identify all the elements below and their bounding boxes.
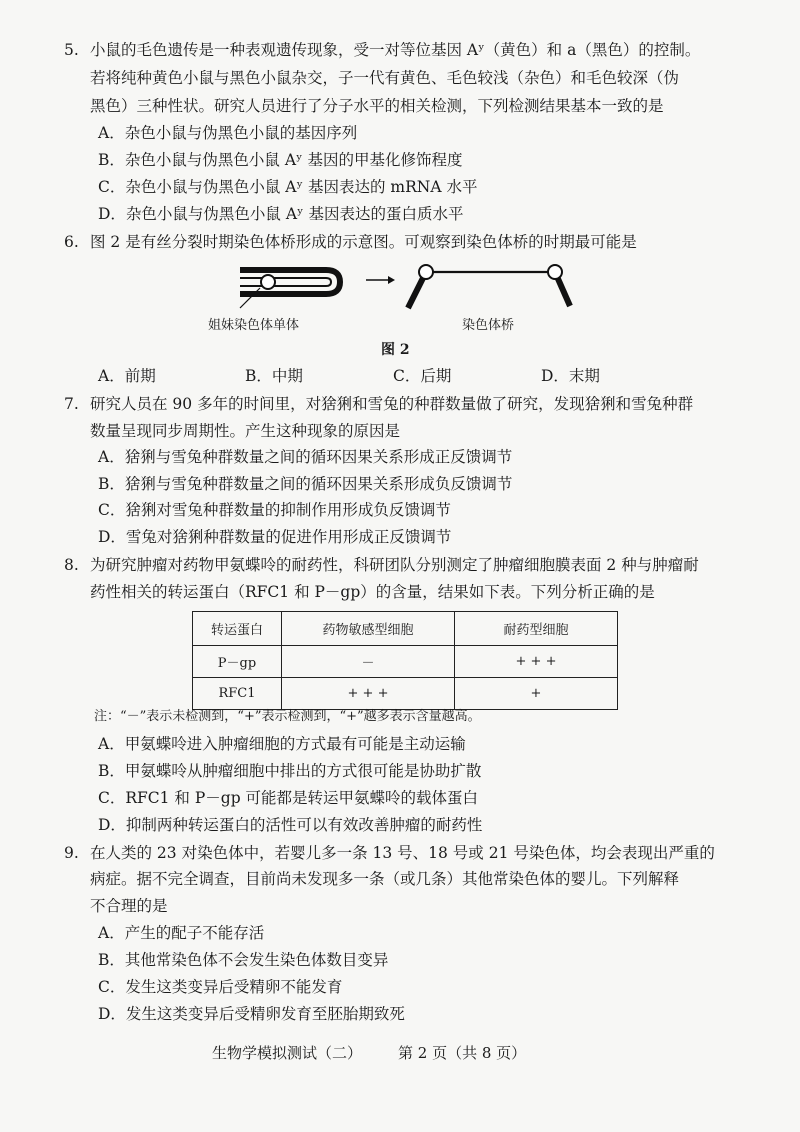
table-header-cell: 转运蛋白 (193, 612, 282, 646)
q6-option-c: C．后期 (393, 367, 452, 385)
q5-option-a: A．杂色小鼠与伪黑色小鼠的基因序列 (98, 124, 358, 142)
figure-label-sister-chromatids: 姐妹染色体单体 (208, 318, 300, 333)
q5-stem-line-2: 若将纯种黄色小鼠与黑色小鼠杂交，子一代有黄色、毛色较浅（杂色）和毛色较深（伪 (90, 69, 680, 87)
transport-protein-table (192, 611, 618, 710)
q7-stem-line-1: 研究人员在 90 多年的时间里，对猞猁和雪兔的种群数量做了研究，发现猞猁和雪兔种群 (90, 395, 694, 413)
table-cell: + + + (455, 646, 618, 678)
q7-option-b: B．猞猁与雪兔种群数量之间的循环因果关系形成负反馈调节 (98, 475, 513, 493)
q7-stem-line-2: 数量呈现同步周期性。产生这种现象的原因是 (90, 422, 401, 440)
q5-stem-line-1: 小鼠的毛色遗传是一种表观遗传现象，受一对等位基因 Aʸ（黄色）和 a（黑色）的控制。 (90, 41, 701, 59)
q8-number: 8. (64, 556, 79, 574)
q5-stem-line-3: 黑色）三种性状。研究人员进行了分子水平的相关检测，下列检测结果基本一致的是 (90, 97, 664, 115)
table-cell: － (282, 646, 455, 678)
chromosome-bridge-figure (180, 258, 600, 318)
table-cell: P－gp (193, 646, 282, 678)
table-cell: + + + (282, 678, 455, 710)
q8-option-a: A．甲氨蝶呤进入肿瘤细胞的方式最有可能是主动运输 (98, 735, 466, 753)
q9-option-c: C．发生这类变异后受精卵不能发育 (98, 978, 343, 996)
table-row (193, 678, 618, 710)
right-arrow-icon (366, 276, 395, 284)
footer-subject: 生物学模拟测试（二） (212, 1044, 363, 1062)
q8-stem-line-2: 药性相关的转运蛋白（RFC1 和 P－gp）的含量，结果如下表。下列分析正确的是 (90, 583, 655, 601)
footer-page-number: 第 2 页（共 8 页） (398, 1044, 527, 1062)
table-header-row (193, 612, 618, 646)
q9-option-b: B．其他常染色体不会发生染色体数目变异 (98, 951, 389, 969)
q9-stem-line-1: 在人类的 23 对染色体中，若婴儿多一条 13 号、18 号或 21 号染色体，均会表现出严重的 (90, 844, 715, 862)
table-cell: RFC1 (193, 678, 282, 710)
q5-number: 5. (64, 41, 79, 59)
q8-option-b: B．甲氨蝶呤从肿瘤细胞中排出的方式很可能是协助扩散 (98, 762, 482, 780)
q9-stem-line-3: 不合理的是 (90, 897, 168, 915)
q6-option-b: B．中期 (245, 367, 303, 385)
q8-option-c: C．RFC1 和 P－gp 可能都是转运甲氨蝶呤的载体蛋白 (98, 789, 479, 807)
q6-option-a: A．前期 (98, 367, 156, 385)
figure-caption: 图 2 (381, 342, 410, 358)
q5-option-b: B．杂色小鼠与伪黑色小鼠 Aʸ 基因的甲基化修饰程度 (98, 151, 463, 169)
q6-option-d: D．末期 (541, 367, 600, 385)
q5-option-c: C．杂色小鼠与伪黑色小鼠 Aʸ 基因表达的 mRNA 水平 (98, 178, 478, 196)
q7-option-c: C．猞猁对雪兔种群数量的抑制作用形成负反馈调节 (98, 501, 451, 519)
q8-table-note: 注：“－”表示未检测到，“+”表示检测到，“+”越多表示含量越高。 (94, 709, 481, 724)
table-header-cell: 药物敏感型细胞 (282, 612, 455, 646)
table-row (193, 646, 618, 678)
q9-stem-line-2: 病症。据不完全调查，目前尚未发现多一条（或几条）其他常染色体的婴儿。下列解释 (90, 870, 680, 888)
q9-number: 9. (64, 844, 79, 862)
q8-option-d: D．抑制两种转运蛋白的活性可以有效改善肿瘤的耐药性 (98, 816, 483, 834)
q5-option-d: D．杂色小鼠与伪黑色小鼠 Aʸ 基因表达的蛋白质水平 (98, 205, 464, 223)
sister-chromatids-diagram (240, 270, 340, 308)
q7-option-d: D．雪兔对猞猁种群数量的促进作用形成正反馈调节 (98, 528, 452, 546)
table-cell: + (455, 678, 618, 710)
q6-stem: 图 2 是有丝分裂时期染色体桥形成的示意图。可观察到染色体桥的时期最可能是 (90, 233, 637, 251)
figure-label-chromosome-bridge: 染色体桥 (462, 318, 515, 333)
q7-number: 7. (64, 395, 79, 413)
chromosome-bridge-diagram (408, 265, 570, 308)
q9-option-a: A．产生的配子不能存活 (98, 924, 265, 942)
q7-option-a: A．猞猁与雪兔种群数量之间的循环因果关系形成正反馈调节 (98, 448, 513, 466)
q8-stem-line-1: 为研究肿瘤对药物甲氨蝶呤的耐药性，科研团队分别测定了肿瘤细胞膜表面 2 种与肿瘤耐 (90, 556, 699, 574)
q9-option-d: D．发生这类变异后受精卵发育至胚胎期致死 (98, 1005, 405, 1023)
table-header-cell: 耐药型细胞 (455, 612, 618, 646)
q6-number: 6. (64, 233, 79, 251)
